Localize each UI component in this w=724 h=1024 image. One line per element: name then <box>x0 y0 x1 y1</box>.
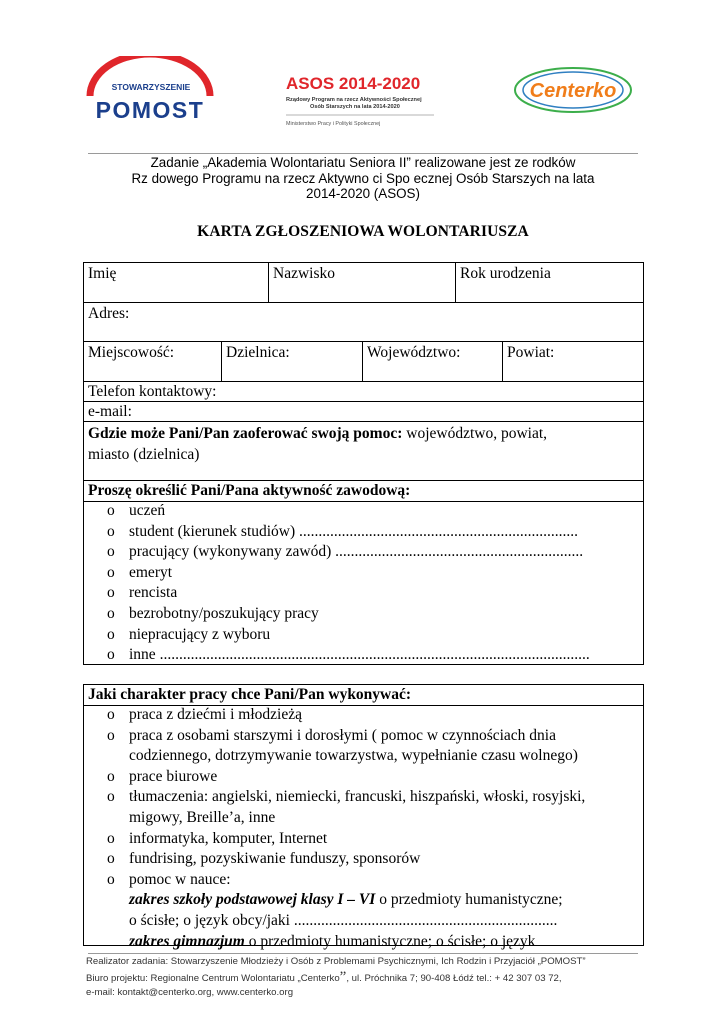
option-label: codziennego, dotrzymywanie towarzystwa, wypełnianie czasu wolnego) <box>129 747 578 765</box>
checkbox-icon[interactable]: o <box>107 543 115 561</box>
work-option-szkola <box>107 890 641 911</box>
field-nazwisko[interactable] <box>269 263 455 302</box>
gimnazjum-label: zakres gimnazjum <box>129 932 245 950</box>
checkbox-icon[interactable]: o <box>107 767 115 785</box>
option-label: niepracujący z wyboru <box>129 625 271 643</box>
activity-option-inne[interactable] <box>107 645 641 666</box>
label-email: e-mail: <box>88 403 132 420</box>
centerko-logo-name: Centerko <box>529 80 617 102</box>
intro-line-2: Rz dowego Programu na rzecz Aktywno ci Spo ecznej Osób Starszych na lata <box>131 170 595 186</box>
checkbox-icon[interactable]: o <box>107 522 115 540</box>
asos-logo-line2: Osób Starszych na lata 2014-2020 <box>310 104 400 110</box>
intro-text <box>90 155 636 202</box>
szkola-rest: o przedmioty humanistyczne; <box>375 891 563 909</box>
label-nazwisko: Nazwisko <box>273 265 335 282</box>
work-option-fundrising[interactable] <box>107 849 641 870</box>
label-miejscowosc: Miejscowość: <box>88 344 175 361</box>
work-option-informatyka[interactable] <box>107 829 641 850</box>
asos-logo-ministry: Ministerstwo Pracy i Polityki Społecznej <box>286 121 381 127</box>
field-wojewodztwo[interactable] <box>363 342 502 381</box>
field-rok-urodzenia[interactable] <box>456 263 643 302</box>
activity-header <box>84 481 643 501</box>
field-powiat[interactable] <box>503 342 643 381</box>
activity-option-uczen[interactable] <box>107 501 641 522</box>
option-label: emeryt <box>129 563 173 581</box>
form-title: KARTA ZGŁOSZENIOWA WOLONTARIUSZA <box>197 223 529 240</box>
activity-option-bezrobotny[interactable] <box>107 604 641 625</box>
activity-option-emeryt[interactable] <box>107 563 641 584</box>
option-label: rencista <box>129 584 178 602</box>
footer-line-2 <box>86 970 646 987</box>
gimnazjum-rest: o przedmioty humanistyczne; o ścisłe; o język <box>244 932 536 950</box>
label-wojewodztwo: Województwo: <box>367 344 461 361</box>
option-label: pomoc w nauce: <box>129 870 231 888</box>
szkola-dots: .................................................................... <box>293 911 558 929</box>
szkola-label: zakres szkoły podstawowej klasy I – VI <box>129 891 376 909</box>
field-gdzie-pomoc[interactable] <box>84 422 643 480</box>
option-dots: ................................................................ <box>335 543 584 561</box>
checkbox-icon[interactable]: o <box>107 502 115 519</box>
option-label: inne <box>129 646 160 664</box>
footer-line-1: Realizator zadania: Stowarzyszenie Młodzieży i Osób z Problemami Psychicznymi, Ich Rodzin i Przyjaciół „POMOST” <box>86 956 586 967</box>
footer <box>86 955 646 1001</box>
asos-logo-title: ASOS 2014-2020 <box>286 74 421 93</box>
activity-option-pracujacy[interactable] <box>107 542 641 563</box>
work-option-starsi[interactable] <box>107 726 641 747</box>
checkbox-icon[interactable]: o <box>107 870 115 888</box>
label-gdzie-rest: województwo, powiat, <box>402 425 548 442</box>
field-telefon[interactable] <box>84 382 643 401</box>
option-label: tłumaczenia: angielski, niemiecki, francuski, hiszpański, włoski, rosyjski, <box>129 788 586 806</box>
label-rok-urodzenia: Rok urodzenia <box>460 265 551 282</box>
field-imie[interactable] <box>84 263 268 302</box>
footer-line-2a: Biuro projektu: Regionalne Centrum Wolontariatu „Centerko <box>86 972 340 984</box>
work-type-header <box>84 685 643 705</box>
option-dots: ............................................................................................................... <box>159 646 590 664</box>
option-label: prace biurowe <box>129 767 218 785</box>
pomost-logo <box>84 56 216 126</box>
footer-quote: ” <box>339 968 347 985</box>
label-telefon: Telefon kontaktowy: <box>88 383 217 400</box>
option-label: bezrobotny/poszukujący pracy <box>129 604 319 622</box>
label-imie: Imię <box>88 265 117 282</box>
activity-options <box>107 501 641 666</box>
centerko-logo <box>512 64 634 116</box>
activity-option-rencista[interactable] <box>107 583 641 604</box>
work-option-szkola-cont <box>107 911 641 932</box>
option-label: uczeń <box>129 502 166 519</box>
option-label: pracujący (wykonywany zawód) <box>129 543 336 561</box>
footer-line-3: e-mail: kontakt@centerko.org, www.centerko.org <box>86 987 294 998</box>
pomost-logo-name: POMOST <box>95 97 205 123</box>
work-type-header-text: Jaki charakter pracy chce Pani/Pan wykonywać: <box>88 686 412 703</box>
work-option-gimnazjum <box>107 932 641 953</box>
label-adres: Adres: <box>88 305 130 322</box>
option-label: praca z dziećmi i młodzieżą <box>129 706 302 723</box>
checkbox-icon[interactable]: o <box>107 625 115 643</box>
checkbox-icon[interactable]: o <box>107 563 115 581</box>
work-option-starsi-cont <box>107 746 641 767</box>
checkbox-icon[interactable]: o <box>107 584 115 602</box>
footer-line-2b: , ul. Próchnika 7; 90-408 Łódź tel.: + 42 307 03 72, <box>346 972 562 984</box>
work-option-biurowe[interactable] <box>107 767 641 788</box>
label-powiat: Powiat: <box>507 344 555 361</box>
checkbox-icon[interactable]: o <box>107 706 115 723</box>
checkbox-icon[interactable]: o <box>107 726 115 744</box>
option-label: fundrising, pozyskiwanie funduszy, sponsorów <box>129 850 421 868</box>
szkola-line2: o ścisłe; o język obcy/jaki <box>129 911 294 929</box>
label-dzielnica: Dzielnica: <box>226 344 290 361</box>
work-option-nauka[interactable] <box>107 870 641 891</box>
pomost-logo-top-text: STOWARZYSZENIE <box>111 82 191 92</box>
checkbox-icon[interactable]: o <box>107 850 115 868</box>
activity-option-niepracujacy[interactable] <box>107 625 641 646</box>
option-dots: ........................................................................ <box>299 522 579 540</box>
option-label: praca z osobami starszymi i dorosłymi ( pomoc w czynnościach dnia <box>129 726 556 744</box>
label-gdzie-line2: miasto (dzielnica) <box>88 446 200 463</box>
checkbox-icon[interactable]: o <box>107 829 115 847</box>
asos-logo-line1: Rządowy Program na rzecz Aktywności Społecznej <box>286 97 422 103</box>
checkbox-icon[interactable]: o <box>107 646 115 664</box>
footer-divider <box>88 953 638 954</box>
work-type-options <box>107 705 641 952</box>
activity-option-student[interactable] <box>107 522 641 543</box>
asos-logo <box>284 72 444 136</box>
label-gdzie-bold: Gdzie może Pani/Pan zaoferować swoją pomoc: <box>88 425 403 442</box>
activity-header-text: Proszę określić Pani/Pana aktywność zawodową: <box>88 482 411 499</box>
option-label: student (kierunek studiów) <box>129 522 300 540</box>
intro-line-1: Zadanie „Akademia Wolontariatu Seniora II” realizowane jest ze rodków <box>150 155 576 170</box>
field-miejscowosc[interactable] <box>84 342 221 381</box>
checkbox-icon[interactable]: o <box>107 604 115 622</box>
field-adres[interactable] <box>84 303 643 341</box>
field-dzielnica[interactable] <box>222 342 362 381</box>
option-label: informatyka, komputer, Internet <box>129 829 328 847</box>
work-option-tlumaczenia[interactable] <box>107 787 641 808</box>
work-option-dzieci[interactable] <box>107 705 641 726</box>
option-label: migowy, Breille’a, inne <box>129 808 276 826</box>
intro-line-3: 2014-2020 (ASOS) <box>306 186 420 202</box>
header-divider <box>88 153 638 154</box>
checkbox-icon[interactable]: o <box>107 788 115 806</box>
field-email[interactable] <box>84 402 643 421</box>
work-option-tlumaczenia-cont <box>107 808 641 829</box>
